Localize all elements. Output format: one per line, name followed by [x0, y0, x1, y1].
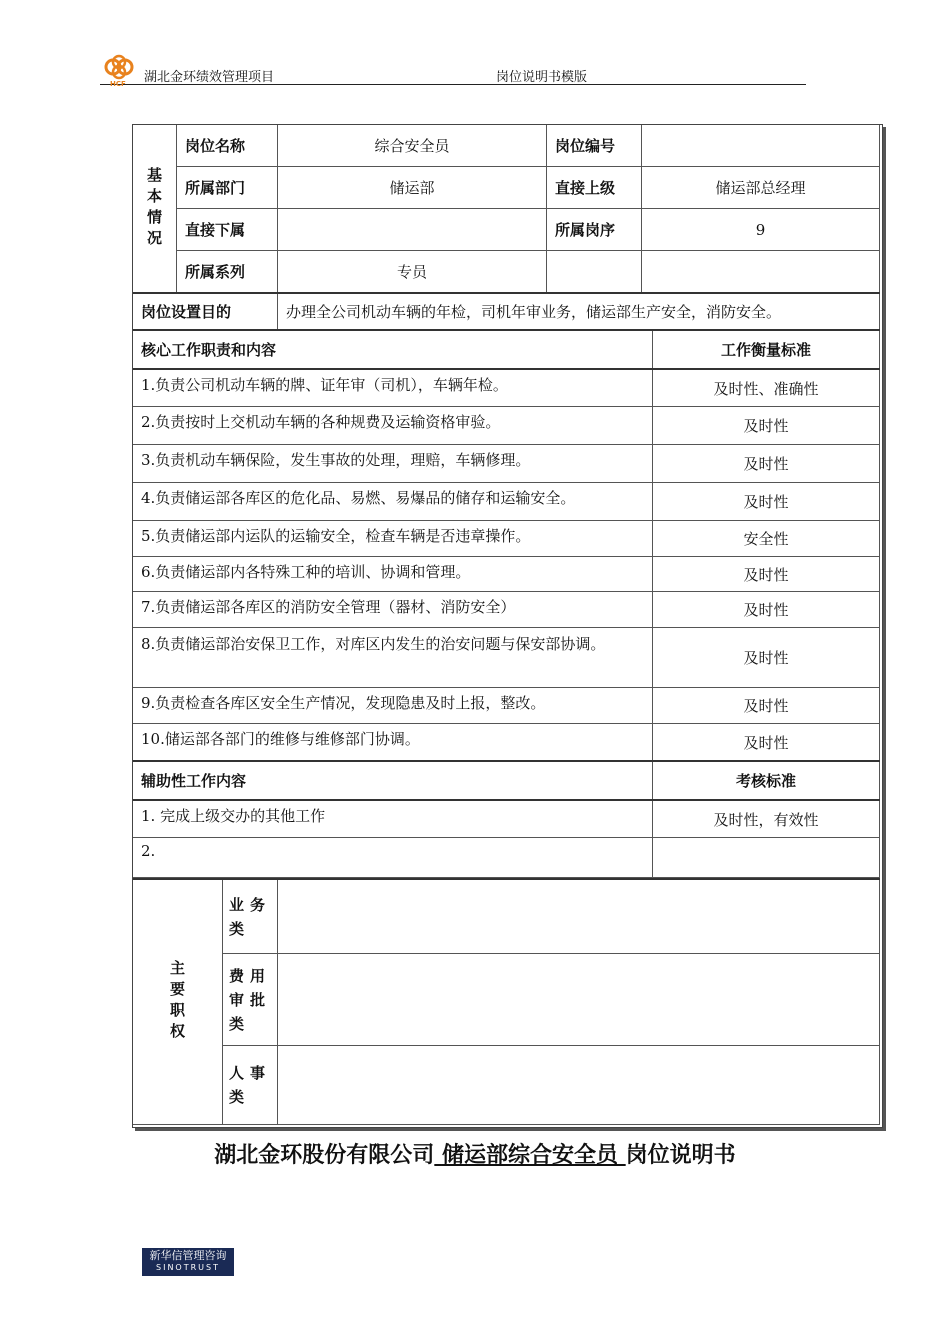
aux-item: 2.	[133, 838, 653, 878]
core-item: 9.负责检查各库区安全生产情况，发现隐患及时上报，整改。	[133, 688, 653, 724]
aux-standard-header: 考核标准	[653, 762, 880, 800]
core-item: 3.负责机动车辆保险，发生事故的处理，理赔，车辆修理。	[133, 445, 653, 483]
label-direct-superior: 直接上级	[547, 167, 642, 209]
core-item: 1.负责公司机动车辆的牌、证年审（司机），车辆年检。	[133, 370, 653, 407]
title-suffix: 岗位说明书	[625, 1143, 736, 1168]
header-template: 岗位说明书模版	[496, 70, 588, 85]
value-empty	[642, 251, 880, 293]
label-direct-subordinate: 直接下属	[177, 209, 278, 251]
core-item-standard: 及时性	[653, 592, 880, 628]
core-item-standard: 及时性	[653, 407, 880, 445]
core-item: 6.负责储运部内各特殊工种的培训、协调和管理。	[133, 557, 653, 592]
label-department: 所属部门	[177, 167, 278, 209]
value-direct-superior: 储运部总经理	[642, 167, 880, 209]
core-item-standard: 及时性、准确性	[653, 370, 880, 407]
purpose-text: 办理全公司机动车辆的年检，司机年审业务，储运部生产安全，消防安全。	[278, 294, 880, 330]
purpose-label: 岗位设置目的	[133, 294, 278, 330]
job-description-form	[132, 124, 883, 1128]
core-item-standard: 及时性	[653, 628, 880, 688]
badge-en: SINOTRUST	[156, 1263, 220, 1272]
header-project: 湖北金环绩效管理项目	[144, 70, 275, 85]
core-item-standard: 安全性	[653, 521, 880, 557]
authority-label-expense: 费用审批类	[223, 954, 278, 1046]
value-direct-subordinate	[278, 209, 547, 251]
authority-label-personnel: 人事类	[223, 1046, 278, 1125]
value-department: 储运部	[278, 167, 547, 209]
hcf-logo-icon	[100, 54, 140, 88]
aux-item: 1. 完成上级交办的其他工作	[133, 801, 653, 838]
title-position: 储运部综合安全员	[441, 1143, 618, 1168]
authority-content-personnel	[278, 1046, 880, 1125]
title-company: 湖北金环股份有限公司	[214, 1143, 435, 1168]
core-item: 2.负责按时上交机动车辆的各种规费及运输资格审验。	[133, 407, 653, 445]
aux-item-standard: 及时性，有效性	[653, 801, 880, 838]
authority-label-business: 业务类	[223, 880, 278, 954]
label-position-name: 岗位名称	[177, 125, 278, 167]
aux-item-standard	[653, 838, 880, 878]
core-header: 核心工作职责和内容	[133, 331, 653, 369]
sinotrust-logo	[142, 1248, 234, 1276]
basic-section-label: 基本情况	[133, 125, 177, 293]
svg-text:HCF: HCF	[110, 80, 126, 88]
value-position-name: 综合安全员	[278, 125, 547, 167]
label-position-rank: 所属岗序	[547, 209, 642, 251]
core-item: 4.负责储运部各库区的危化品、易燃、易爆品的储存和运输安全。	[133, 483, 653, 521]
page-header	[100, 52, 806, 88]
core-item: 8.负责储运部治安保卫工作，对库区内发生的治安问题与保安部协调。	[133, 628, 653, 688]
authority-content-expense	[278, 954, 880, 1046]
badge-cn: 新华信管理咨询	[149, 1249, 227, 1262]
core-item-standard: 及时性	[653, 483, 880, 521]
label-position-code: 岗位编号	[547, 125, 642, 167]
core-item-standard: 及时性	[653, 688, 880, 724]
value-position-rank: 9	[642, 209, 880, 251]
core-item: 7.负责储运部各库区的消防安全管理（器材、消防安全）	[133, 592, 653, 628]
core-standard-header: 工作衡量标准	[653, 331, 880, 369]
label-empty	[547, 251, 642, 293]
core-item-standard: 及时性	[653, 445, 880, 483]
value-position-code	[642, 125, 880, 167]
core-item-standard: 及时性	[653, 724, 880, 761]
core-item: 5.负责储运部内运队的运输安全，检查车辆是否违章操作。	[133, 521, 653, 557]
label-series: 所属系列	[177, 251, 278, 293]
document-title	[0, 1138, 950, 1169]
core-item-standard: 及时性	[653, 557, 880, 592]
authority-content-business	[278, 880, 880, 954]
value-series: 专员	[278, 251, 547, 293]
aux-header: 辅助性工作内容	[133, 762, 653, 800]
authority-section-label: 主要职权	[133, 880, 223, 1125]
core-item: 10.储运部各部门的维修与维修部门协调。	[133, 724, 653, 761]
